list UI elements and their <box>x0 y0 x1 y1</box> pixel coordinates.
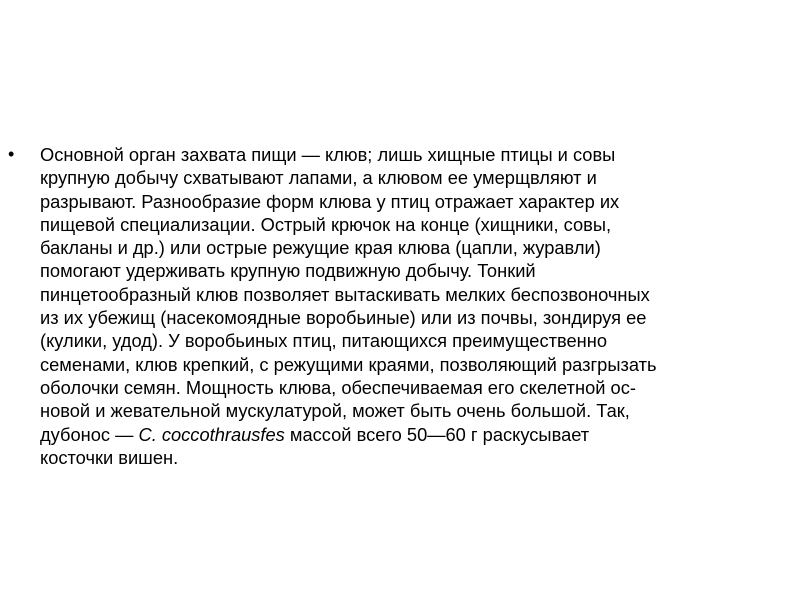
text-line <box>40 423 792 446</box>
text-line: Основной орган захвата пищи — клюв; лишь хищные птицы и совы <box>40 144 616 165</box>
bullet-icon: • <box>8 144 15 164</box>
text-line: разрывают. Разнообразие форм клюва у птиц отражает характер их <box>40 190 620 212</box>
text-segment: массой всего 50—60 г раскусывает <box>284 423 590 445</box>
species-name: C. coccothrausfes <box>138 423 285 445</box>
text-line: помогают удерживать крупную подвижную добычу. Тонкий <box>40 260 536 282</box>
text-line: косточки вишен. <box>40 446 179 468</box>
text-line: (кулики, удод). У воробьиных птиц, питающихся преимущественно <box>40 330 608 352</box>
text-line: крупную добычу схватывают лапами, а клювом ее умерщвляют и <box>40 167 597 189</box>
text-line: из их убежищ (насекомоядные воробьиные) или из почвы, зондируя ее <box>40 307 647 329</box>
text-segment: дубонос — <box>40 423 139 445</box>
text-line: семенами, клюв крепкий, с режущими краями, позволяющий разгрызать <box>40 353 657 375</box>
text-line: оболочки семян. Мощность клюва, обеспечиваемая его скелетной ос- <box>40 376 636 398</box>
text-line: бакланы и др.) или острые режущие края клюва (цапли, журавли) <box>40 237 601 259</box>
text-line: пищевой специализации. Острый крючок на конце (хищники, совы, <box>40 213 612 235</box>
text-line: новой и жевательной мускулатурой, может быть очень большой. Так, <box>40 400 630 422</box>
text-line: пинцетообразный клюв позволяет вытаскивать мелких беспозвоночных <box>40 283 650 305</box>
bullet-list <box>8 143 792 469</box>
bullet-item <box>8 143 792 469</box>
